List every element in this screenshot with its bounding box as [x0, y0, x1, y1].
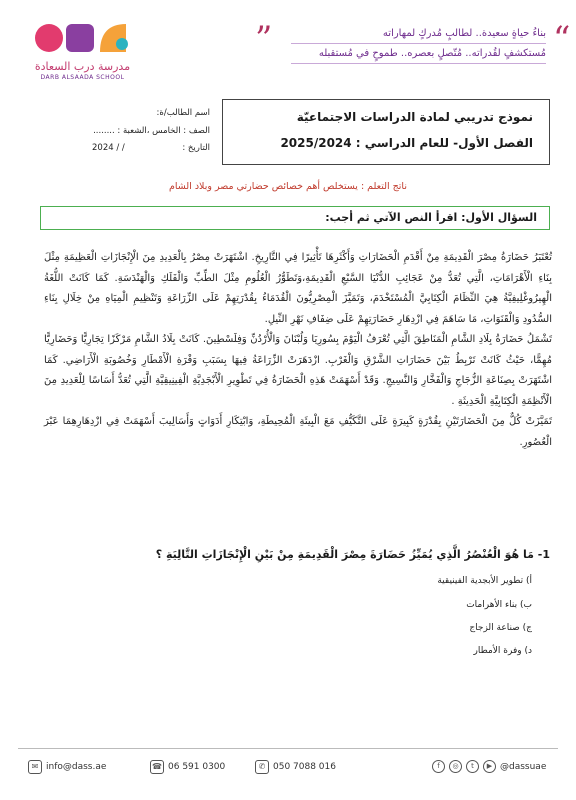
term-subtitle: الفصل الأول- للعام الدراسي : 2025/2024 — [280, 136, 533, 150]
question-1-option-a[interactable]: أ) تطوير الأبجدية الفينيقية — [437, 576, 532, 586]
footer-phone — [150, 760, 225, 774]
reading-passage — [44, 248, 552, 453]
date-label: التاريخ : — [182, 143, 210, 153]
school-name-english: DARB ALSAADA SCHOOL — [40, 74, 125, 81]
footer-mobile — [255, 760, 336, 774]
school-name-arabic: مدرسة درب السعادة — [34, 60, 131, 73]
youtube-icon: ▶ — [483, 760, 496, 773]
phone-icon: ☎ — [150, 760, 164, 774]
motto-line-1: بناءُ حياةٍ سعيدة.. لطالبٍ مُدركٍ لمهاراته — [382, 28, 546, 39]
logo-shape-2 — [66, 24, 94, 52]
date-value: 2024 / / — [92, 143, 125, 153]
question-section-box — [40, 206, 550, 230]
learning-outcome: ناتج التعلم : يستخلص أهم خصائص حضارتي مصر وبلاد الشام — [169, 181, 407, 192]
logo-shape-1 — [35, 24, 63, 52]
quote-open-mark: ” — [255, 19, 273, 59]
whatsapp-icon: ✆ — [255, 760, 269, 774]
footer-social — [432, 760, 546, 773]
twitter-icon: t — [466, 760, 479, 773]
question-section-title: السؤال الأول: اقرأ النص الآتي ثم أجب: — [325, 211, 537, 224]
footer-mobile-text: 050 7088 016 — [273, 762, 336, 772]
facebook-icon: f — [432, 760, 445, 773]
email-icon: ✉ — [28, 760, 42, 774]
footer-email — [28, 760, 106, 774]
quote-close-mark: “ — [553, 19, 571, 59]
page-title: نموذج تدريبي لمادة الدراسات الاجتماعيّة — [296, 110, 533, 124]
student-name-label: اسم الطالب/ة: — [156, 108, 210, 118]
motto-underline-2 — [291, 63, 546, 64]
footer-social-handle: @dassuae — [500, 761, 547, 772]
motto-line-2: مُستكشفٍ لقُدراته.. مُتّصلٍ بعصره.. طموحٍ في مُستقبله — [318, 48, 546, 59]
footer-divider — [18, 748, 558, 749]
logo-shape-4 — [116, 38, 128, 50]
footer-phone-text: 06 591 0300 — [168, 762, 226, 772]
motto-underline-1 — [291, 43, 546, 44]
instagram-icon: ◎ — [449, 760, 462, 773]
passage-paragraph-egypt: تُعْتَبَرُ حَضَارَةُ مِصْرَ الْقَدِيمَةِ مِنْ أَقْدَمِ الْحَضَارَاتِ وَأَكْثَرِهَا تَأْثِيرًا فِي التَّارِيخِ. اشْتَهَرَتْ مِصْرُ بِالْعَدِيدِ مِنَ الْإِنْجَازَاتِ الْعَظِيمَةِ مِثْلَ بِنَاءِ الْأَهْرَامَاتِ، الَّتِي تُعَدُّ مِنْ عَجَائِبِ الدُّنْيَا السَّبْعِ الْقَدِيمَةِ،وَتَطَوُّرُ الْعُلُومِ مِثْلَ الطِّبِّ وَالْفَلَكِ وَالْهَنْدَسَةِ. كَمَا كَانَتْ اللُّغَةُ الْهِيرُوغْلِيفِيَّةُ هِيَ النِّظَامَ الْكِتَابِيَّ الْمُسْتَخْدَمَ، وَتَمَيَّزَ الْمِصْرِيُّونَ الْقُدَمَاءُ بِقُدْرَتِهِمْ عَلَى الزِّرَاعَةِ وَتَنْظِيمِ الْمِيَاهِ مِنْ خِلَالِ بِنَاءِ السُّدُودِ وَالْقَنَوَاتِ، مَا سَاهَمَ فِي ازْدِهَارِ حَضَارَتِهِمْ عَلَى ضِفَافِ نَهْرِ النِّيلِ. — [44, 252, 552, 325]
question-1-option-d[interactable]: د) وفرة الأمطار — [473, 646, 532, 656]
title-box — [222, 99, 550, 165]
passage-paragraph-levant: تَشْمَلُ حَضَارَةُ بِلَادِ الشَّامِ الْمَنَاطِقَ الَّتِي تُعْرَفُ الْيَوْمَ بِسُورِيَا وَلُبْنَانَ وَالْأُرْدُنِّ وَفِلَسْطِينَ. كَانَتْ بِلَادُ الشَّامِ مَرْكَزًا تِجَارِيًّا وَحَضَارِيًّا مُهِمًّا، حَيْثُ كَانَتْ تَرْبِطُ بَيْنَ حَضَارَاتِ الشَّرْقِ وَالْغَرْبِ. ازْدَهَرَتْ الزِّرَاعَةُ فِيهَا بِسَبَبِ وَفْرَةِ الْأَمْطَارِ وَخُصُوبَةِ الْأَرَاضِي. كَمَا اشْتَهَرَتْ بِصِنَاعَةِ الزُّجَاجِ وَالْفَخَّارِ وَالنَّسِيجِ. وَقَدْ أَسْهَمَتْ هَذِهِ الْحَضَارَةُ فِي تَطْوِيرِ الْأَبْجَدِيَّةِ الْفِينِيقِيَّةِ الَّتِي تُعَدُّ أَسَاسًا لِلْعَدِيدِ مِنَ الْأَنْظِمَةِ الْكِتَابِيَّةِ الْحَدِيثَةِ . — [44, 334, 552, 407]
question-1-option-c[interactable]: ج) صناعة الزجاج — [469, 623, 532, 633]
grade-label: الصف : الخامس ،الشعبة : ........ — [93, 126, 210, 136]
question-1: 1- مَا هُوَ الْعُنْصُرُ الَّذِي يُمَيِّزُ حَضَارَةَ مِصْرَ الْقَدِيمَةِ مِنْ بَيْنِ الْإِنْجَازَاتِ التَّالِيَةِ ؟ — [155, 548, 550, 561]
question-1-option-b[interactable]: ب) بناء الأهرامات — [466, 600, 532, 610]
passage-paragraph-conclusion: تَمَيَّزَتْ كُلٌّ مِنَ الْحَضَارَتَيْنِ بِقُدْرَةٍ كَبِيرَةٍ عَلَى التَّكَيُّفِ مَعَ الْبِيئَةِ الْمُحِيطَةِ، وَابْتِكَارِ أَدَوَاتٍ وَأَسَالِيبَ أَسْهَمَتْ فِي ازْدِهَارِهِمَا عَبْرَ الْعُصُورِ. — [44, 416, 552, 448]
footer-email-text: info@dass.ae — [46, 762, 107, 772]
